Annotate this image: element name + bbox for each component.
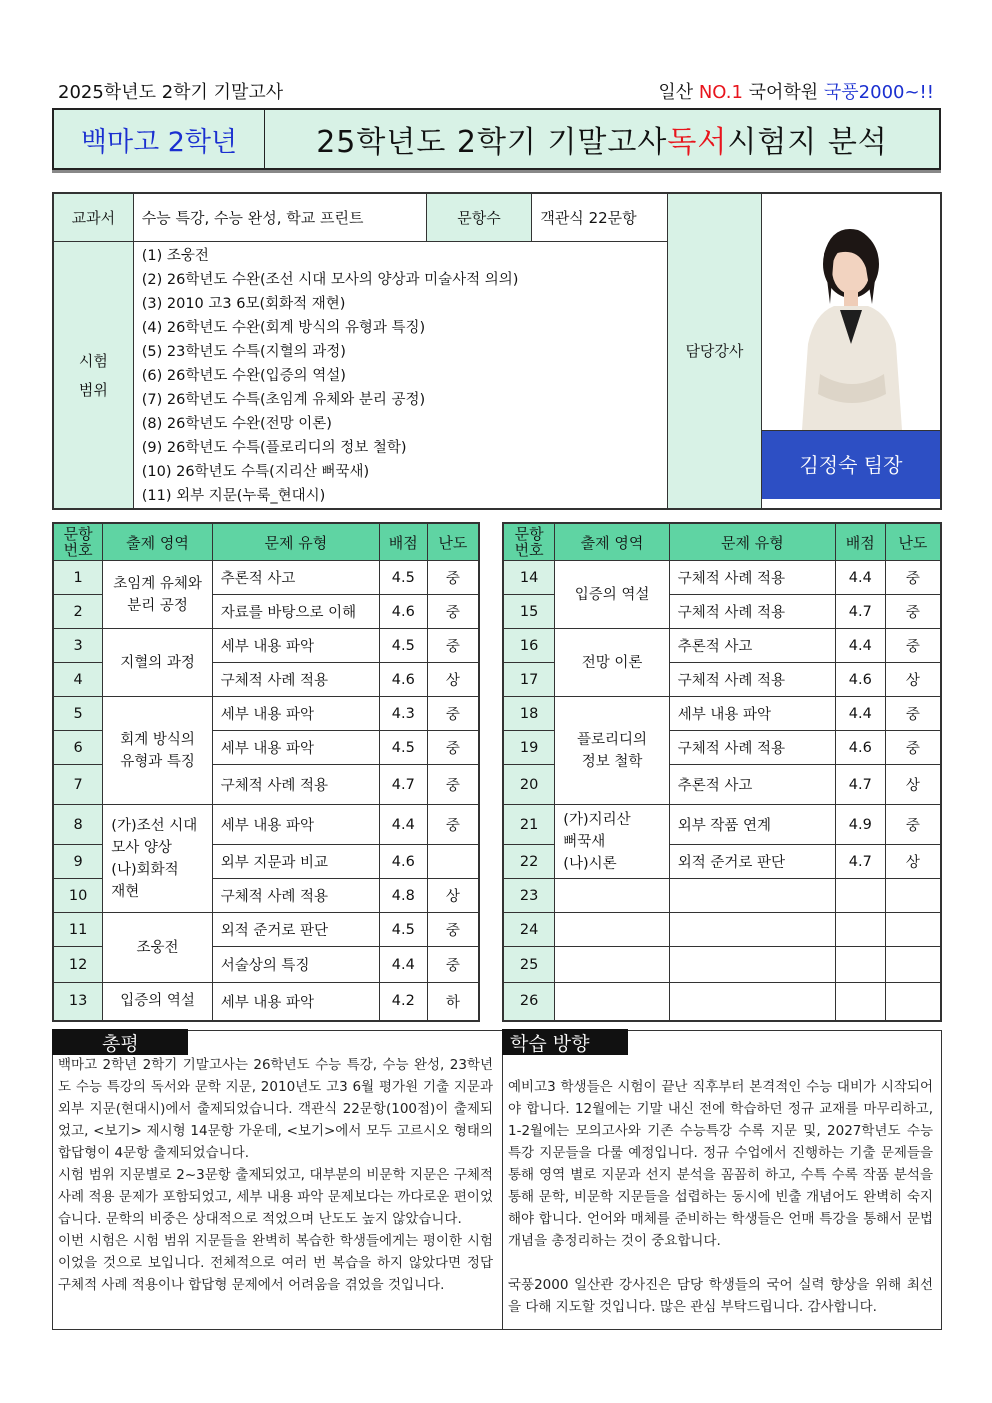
question-table-left xyxy=(52,522,480,1022)
row-type: 추론적 사고 xyxy=(212,561,379,595)
row-score: 4.2 xyxy=(379,983,427,1021)
range-item: (5) 23학년도 수특(지혈의 과정) xyxy=(141,343,346,360)
row-level xyxy=(885,879,941,913)
table-row xyxy=(53,629,479,663)
row-type: 세부 내용 파악 xyxy=(669,697,835,731)
row-score: 4.6 xyxy=(379,663,427,697)
row-num: 10 xyxy=(53,879,103,913)
row-num: 19 xyxy=(503,731,555,765)
range-item: (6) 26학년도 수완(입증의 역설) xyxy=(141,367,346,384)
table-row xyxy=(503,879,941,913)
row-area xyxy=(555,805,669,879)
row-area xyxy=(555,697,669,805)
row-level: 중 xyxy=(427,805,479,845)
row-num: 24 xyxy=(503,913,555,947)
row-num: 18 xyxy=(503,697,555,731)
row-level: 중 xyxy=(885,561,941,595)
row-area xyxy=(555,913,669,947)
row-num: 4 xyxy=(53,663,103,697)
row-score: 4.7 xyxy=(835,845,885,879)
row-level: 중 xyxy=(885,731,941,765)
row-score: 4.4 xyxy=(835,629,885,663)
header-num-2: 번호 xyxy=(514,541,544,559)
area-line: (가)지리산 xyxy=(563,811,631,828)
row-level xyxy=(885,947,941,983)
question-count-label: 문항수 xyxy=(426,193,532,241)
summary-text xyxy=(58,1054,493,1296)
row-level xyxy=(885,983,941,1021)
row-type: 추론적 사고 xyxy=(669,765,835,805)
row-level: 상 xyxy=(885,663,941,697)
title-pre: 25학년도 2학기 기말고사 xyxy=(316,125,668,160)
area-line: 재현 xyxy=(111,883,140,900)
area-line: 정보 철학 xyxy=(581,753,643,770)
row-score xyxy=(835,983,885,1021)
header-score: 배점 xyxy=(379,523,427,561)
row-num: 26 xyxy=(503,983,555,1021)
row-num: 23 xyxy=(503,879,555,913)
table-row xyxy=(503,947,941,983)
row-num: 21 xyxy=(503,805,555,845)
row-type: 세부 내용 파악 xyxy=(212,697,379,731)
teacher-label: 담당강사 xyxy=(667,193,761,509)
row-num: 1 xyxy=(53,561,103,595)
table-row xyxy=(503,561,941,595)
row-num: 14 xyxy=(503,561,555,595)
question-table-right xyxy=(502,522,942,1022)
row-score: 4.7 xyxy=(379,765,427,805)
header-num-1: 문항 xyxy=(63,525,93,543)
table-row xyxy=(503,983,941,1021)
range-list xyxy=(133,241,667,509)
row-num: 8 xyxy=(53,805,103,845)
row-type: 외적 준거로 판단 xyxy=(669,845,835,879)
row-level: 상 xyxy=(427,879,479,913)
row-type xyxy=(669,983,835,1021)
page-title xyxy=(265,110,939,168)
row-score: 4.3 xyxy=(379,697,427,731)
area-line: 모사 양상 xyxy=(111,839,172,856)
range-label-line2: 범위 xyxy=(78,380,108,399)
row-num: 12 xyxy=(53,947,103,983)
direction-paragraph: 국풍2000 일산관 강사진은 담당 학생들의 국어 실력 향상을 위해 최선을 다해 지도할 것입니다. 많은 관심 부탁드립니다. 감사합니다. xyxy=(508,1277,933,1315)
row-score xyxy=(835,947,885,983)
range-item: (8) 26학년도 수완(전망 이론) xyxy=(141,415,332,432)
table-row xyxy=(53,805,479,845)
area-line: 분리 공정 xyxy=(127,597,188,614)
row-type: 구체적 사례 적용 xyxy=(669,595,835,629)
row-type: 세부 내용 파악 xyxy=(212,629,379,663)
header-num-2: 번호 xyxy=(63,541,93,559)
row-type xyxy=(669,947,835,983)
direction-spacer xyxy=(508,1252,933,1274)
area-line: 뻐꾹새 xyxy=(563,833,606,850)
row-num: 2 xyxy=(53,595,103,629)
row-level: 중 xyxy=(427,595,479,629)
row-num: 5 xyxy=(53,697,103,731)
school-grade: 백마고 2학년 xyxy=(54,110,265,168)
title-post: 시험지 분석 xyxy=(727,125,888,160)
row-level: 중 xyxy=(427,947,479,983)
row-level: 하 xyxy=(427,983,479,1021)
table-row xyxy=(503,913,941,947)
row-level: 중 xyxy=(427,697,479,731)
exam-term: 2025학년도 2학기 기말고사 xyxy=(58,82,284,103)
row-num: 22 xyxy=(503,845,555,879)
summary-paragraph: 이번 시험은 시험 범위 지문들을 완벽히 복습한 학생들에게는 평이한 시험이었을 것으로 보입니다. 전체적으로 여러 번 복습을 하지 않았다면 정답 구체적 사례 적용이나 합답형 문제에서 어려움을 겪었을 것입니다. xyxy=(58,1233,493,1293)
table-row xyxy=(503,805,941,845)
area-line: 초임계 유체와 xyxy=(113,575,202,592)
header-area: 출제 영역 xyxy=(103,523,213,561)
row-area: 입증의 역설 xyxy=(103,983,213,1021)
row-area xyxy=(555,879,669,913)
row-score: 4.4 xyxy=(379,805,427,845)
row-area: 전망 이론 xyxy=(555,629,669,697)
row-score: 4.4 xyxy=(379,947,427,983)
row-level: 중 xyxy=(427,629,479,663)
row-area: 조웅전 xyxy=(103,913,213,983)
header-num xyxy=(53,523,103,561)
row-level: 중 xyxy=(885,697,941,731)
area-line: 유형과 특징 xyxy=(120,753,195,770)
teacher-photo-cell xyxy=(761,193,941,509)
row-score: 4.5 xyxy=(379,561,427,595)
header-level: 난도 xyxy=(427,523,479,561)
row-level: 상 xyxy=(427,663,479,697)
top-header xyxy=(58,78,934,104)
row-level: 중 xyxy=(427,561,479,595)
tagline-prefix: 일산 xyxy=(658,82,699,103)
row-area xyxy=(103,805,213,913)
teacher-photo xyxy=(762,194,940,430)
row-num: 25 xyxy=(503,947,555,983)
textbook-label: 교과서 xyxy=(53,193,133,241)
row-type: 구체적 사례 적용 xyxy=(669,731,835,765)
tagline-mid: 국어학원 xyxy=(742,82,824,103)
table-row xyxy=(503,629,941,663)
header-level: 난도 xyxy=(885,523,941,561)
row-level: 중 xyxy=(885,629,941,663)
area-line: 회계 방식의 xyxy=(120,731,195,748)
row-score: 4.5 xyxy=(379,629,427,663)
row-score xyxy=(835,879,885,913)
summary-title: 총평 xyxy=(52,1029,188,1055)
range-label xyxy=(53,241,133,509)
range-item: (4) 26학년도 수완(회계 방식의 유형과 특징) xyxy=(141,319,426,336)
range-label-line1: 시험 xyxy=(78,351,108,370)
range-item: (11) 외부 지문(누룩_현대시) xyxy=(141,487,326,504)
row-num: 6 xyxy=(53,731,103,765)
row-num: 20 xyxy=(503,765,555,805)
row-level: 상 xyxy=(885,845,941,879)
range-item: (10) 26학년도 수특(지리산 뻐꾹새) xyxy=(141,463,370,480)
tagline-brand: 국풍2000~!! xyxy=(823,82,934,103)
row-type: 구체적 사례 적용 xyxy=(212,879,379,913)
academy-tagline xyxy=(658,78,934,104)
area-line: (가)조선 시대 xyxy=(111,817,198,834)
row-num: 16 xyxy=(503,629,555,663)
area-line: 플로리디의 xyxy=(577,731,648,748)
area-line: (나)시론 xyxy=(563,855,617,872)
table-row xyxy=(503,697,941,731)
header-num xyxy=(503,523,555,561)
table-row xyxy=(53,913,479,947)
row-type: 외부 작품 연계 xyxy=(669,805,835,845)
row-score: 4.4 xyxy=(835,697,885,731)
row-num: 7 xyxy=(53,765,103,805)
row-type: 구체적 사례 적용 xyxy=(669,663,835,697)
row-level: 중 xyxy=(427,913,479,947)
row-type xyxy=(669,913,835,947)
row-num: 11 xyxy=(53,913,103,947)
row-type: 서술상의 특징 xyxy=(212,947,379,983)
row-score: 4.9 xyxy=(835,805,885,845)
header-type: 문제 유형 xyxy=(669,523,835,561)
title-box xyxy=(52,108,941,170)
exam-info-table xyxy=(52,192,942,510)
row-num: 9 xyxy=(53,845,103,879)
row-score: 4.4 xyxy=(835,561,885,595)
table-row xyxy=(53,697,479,731)
range-item: (1) 조웅전 xyxy=(141,247,209,264)
row-type: 외부 지문과 비교 xyxy=(212,845,379,879)
row-area xyxy=(103,561,213,629)
header-num-1: 문항 xyxy=(514,525,544,543)
range-item: (3) 2010 고3 6모(회화적 재현) xyxy=(141,295,346,312)
row-type: 구체적 사례 적용 xyxy=(212,663,379,697)
row-area xyxy=(555,947,669,983)
row-num: 3 xyxy=(53,629,103,663)
range-item: (7) 26학년도 수특(초임계 유체와 분리 공정) xyxy=(141,391,426,408)
row-score: 4.6 xyxy=(379,595,427,629)
row-area: 지혈의 과정 xyxy=(103,629,213,697)
header-type: 문제 유형 xyxy=(212,523,379,561)
row-num: 17 xyxy=(503,663,555,697)
teacher-name: 김정숙 팀장 xyxy=(762,430,940,499)
row-type: 세부 내용 파악 xyxy=(212,805,379,845)
row-type xyxy=(669,879,835,913)
area-line: (나)회화적 xyxy=(111,861,179,878)
header-score: 배점 xyxy=(835,523,885,561)
row-level: 중 xyxy=(427,731,479,765)
table-row xyxy=(53,561,479,595)
row-level: 상 xyxy=(885,765,941,805)
teacher-portrait-icon xyxy=(762,194,940,430)
row-level: 중 xyxy=(885,805,941,845)
row-level xyxy=(427,845,479,879)
row-score: 4.7 xyxy=(835,765,885,805)
row-type: 구체적 사례 적용 xyxy=(669,561,835,595)
title-subject: 독서 xyxy=(667,125,728,160)
question-count-value: 객관식 22문항 xyxy=(532,193,668,241)
row-score: 4.5 xyxy=(379,731,427,765)
row-level: 중 xyxy=(885,595,941,629)
row-type: 추론적 사고 xyxy=(669,629,835,663)
header-area: 출제 영역 xyxy=(555,523,669,561)
row-score xyxy=(835,913,885,947)
row-type: 구체적 사례 적용 xyxy=(212,765,379,805)
range-item: (2) 26학년도 수완(조선 시대 모사의 양상과 미술사적 의의) xyxy=(141,271,519,288)
textbook-value: 수능 특강, 수능 완성, 학교 프린트 xyxy=(133,193,426,241)
row-score: 4.8 xyxy=(379,879,427,913)
row-score: 4.5 xyxy=(379,913,427,947)
row-level: 중 xyxy=(427,765,479,805)
row-num: 13 xyxy=(53,983,103,1021)
row-type: 외적 준거로 판단 xyxy=(212,913,379,947)
direction-paragraph: 예비고3 학생들은 시험이 끝난 직후부터 본격적인 수능 대비가 시작되어야 합니다. 12월에는 기말 내신 전에 학습하던 정규 교재를 마무리하고, 1-2월에는 모의고사와 기존 수능특강 수록 지문 및, 2027학년도 수능 특강 지문들을 다룰 예정입니다. 정규 수업에서 진행하는 기출 문제들을 통해 영역 별로 지문과 선지 분석을 꼼꼼히 하고, 수특 수록 작품 분석을 통해 문학, 비문학 지문들을 섭렵하는 동시에 빈출 개념어도 완벽히 숙지해야 합니다. 언어와 매체를 준비하는 학생들은 언매 특강을 통해서 문법 개념을 총정리하는 것이 중요합니다. xyxy=(508,1079,933,1249)
summary-paragraph: 시험 범위 지문별로 2~3문항 출제되었고, 대부분의 비문학 지문은 구체적 사례 적용 문제가 포함되었고, 세부 내용 파악 문제보다는 까다로운 편이었습니다. 문학의 비중은 상대적으로 적었으며 난도도 높지 않았습니다. xyxy=(58,1167,493,1227)
row-score: 4.6 xyxy=(835,731,885,765)
summary-paragraph: 백마고 2학년 2학기 기말고사는 26학년도 수능 특강, 수능 완성, 23학년도 수능 특강의 독서와 문학 지문, 2010년도 고3 6월 평가원 기출 지문과 외부 지문(현대시)에서 출제되었습니다. 객관식 22문항(100점)이 출제되었고, <보기> 제시형 14문항 가운데, <보기>에서 모두 고르시오 형태의 합답형이 4문항 출제되었습니다. xyxy=(58,1057,493,1161)
direction-title: 학습 방향 xyxy=(502,1029,628,1055)
table-row xyxy=(53,983,479,1021)
row-area xyxy=(103,697,213,805)
row-score: 4.6 xyxy=(835,663,885,697)
row-type: 세부 내용 파악 xyxy=(212,731,379,765)
row-score: 4.6 xyxy=(379,845,427,879)
tagline-no1: NO.1 xyxy=(698,82,743,103)
row-num: 15 xyxy=(503,595,555,629)
row-type: 세부 내용 파악 xyxy=(212,983,379,1021)
direction-text xyxy=(508,1076,933,1318)
range-item: (9) 26학년도 수특(플로리디의 정보 철학) xyxy=(141,439,407,456)
row-score: 4.7 xyxy=(835,595,885,629)
row-level xyxy=(885,913,941,947)
row-type: 자료를 바탕으로 이해 xyxy=(212,595,379,629)
row-area: 입증의 역설 xyxy=(555,561,669,629)
row-area xyxy=(555,983,669,1021)
